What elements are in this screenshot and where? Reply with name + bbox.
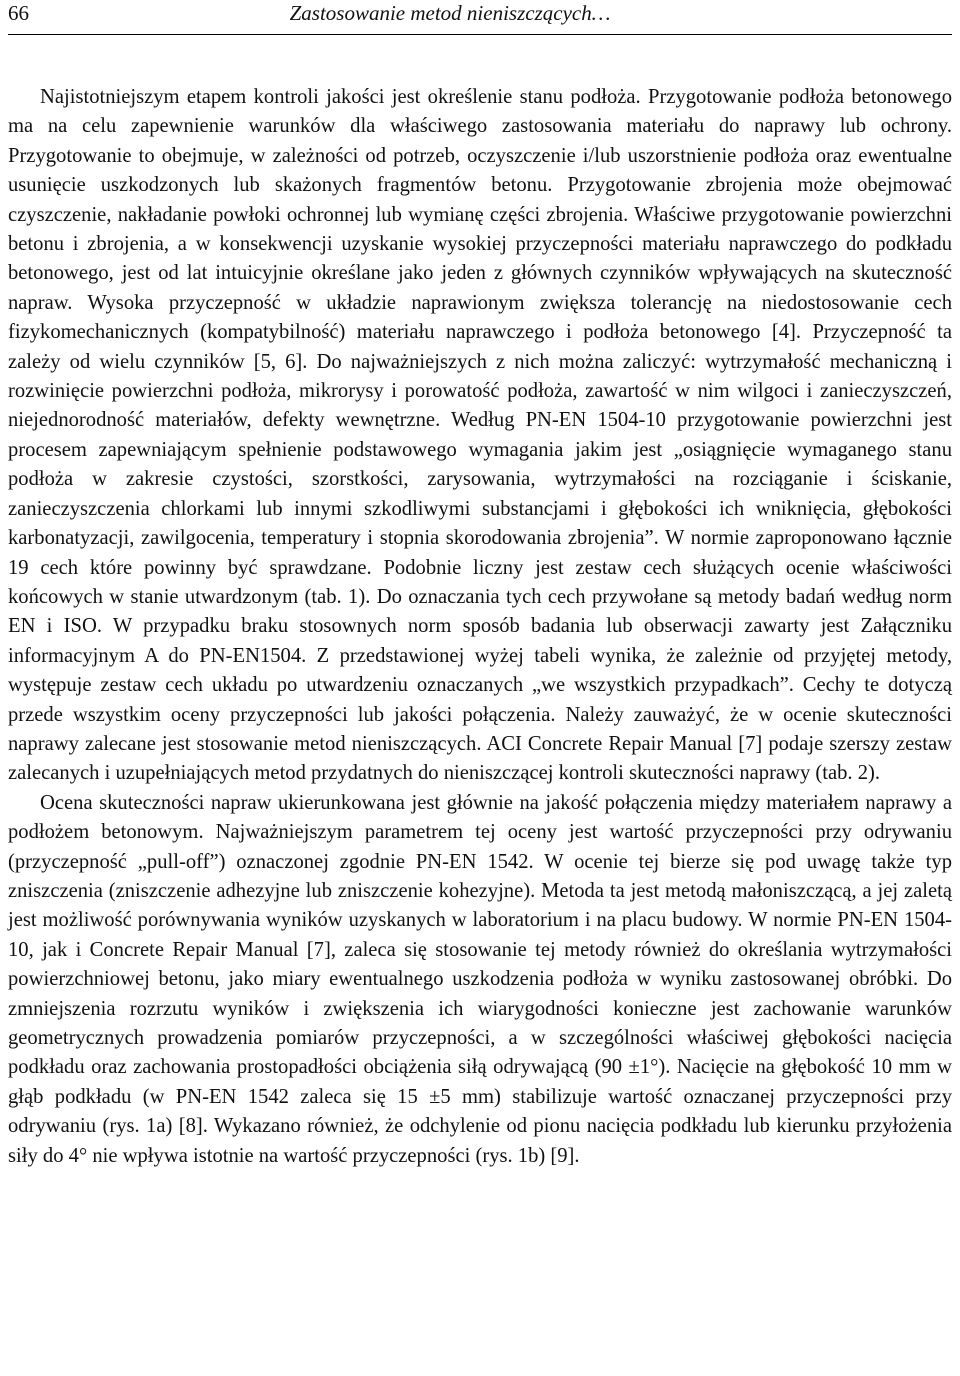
paragraph-2: Ocena skuteczności napraw ukierunkowana jest głównie na jakość połączenia między materiałem naprawy a podłożem betonowym. Najważniejszym parametrem tej oceny jest wartość przyczepności przy odrywaniu (przyczepność „pull-off”) oznaczonej zgodnie PN-EN 1542. W ocenie tej bierze się pod uwagę także typ zniszczenia (zniszczenie adhezyjne lub zniszczenie kohezyjne). Metoda ta jest metodą małoniszczącą, a jej zaletą jest możliwość porównywania wyników uzyskanych w laboratorium i na placu budowy. W normie PN-EN 1504-10, jak i Concrete Repair Manual [7], zaleca się stosowanie tej metody również do określania wytrzymałości powierzchniowej betonu, jako miary ewentualnego uszkodzenia podłoża w wyniku zastosowanej obróbki. Do zmniejszenia rozrzutu wyników i zwiększenia ich wiarygodności konieczne jest zachowanie warunków geometrycznych prowadzenia pomiarów przyczepności, a w szczególności właściwej głębokości nacięcia podkładu oraz zachowania prostopadłości obciążenia siłą odrywającą (90 ±1°). Nacięcie na głębokość 10 mm w głąb podkładu (w PN-EN 1542 zaleca się 15 ±5 mm) stabilizuje wartość oznaczanej przyczepności przy odrywaniu (rys. 1a) [8]. Wykazano również, że odchylenie od pionu nacięcia podkładu lub kierunku przyłożenia siły do 4° nie wpływa istotnie na wartość przyczepności (rys. 1b) [9]. <box>8 791 952 1167</box>
running-title: Zastosowanie metod nieniszczących… <box>289 1 611 25</box>
page-header <box>8 0 952 35</box>
main-text <box>8 83 952 1171</box>
page-number: 66 <box>8 1 29 25</box>
paragraph-1: Najistotniejszym etapem kontroli jakości jest określenie stanu podłoża. Przygotowanie podłoża betonowego ma na celu zapewnienie warunków dla właściwego zastosowania materiału do naprawy lub ochrony. Przygotowanie to obejmuje, w zależności od potrzeb, oczyszczenie i/lub uszorstnienie podłoża oraz ewentualne usunięcie uszkodzonych lub skażonych fragmentów betonu. Przygotowanie zbrojenia może obejmować czyszczenie, nakładanie powłoki ochronnej lub wymianę części zbrojenia. Właściwe przygotowanie powierzchni betonu i zbrojenia, a w konsekwencji uzyskanie wysokiej przyczepności materiału naprawczego do podkładu betonowego, jest od lat intuicyjnie określane jako jeden z głównych czynników wpływających na skuteczność napraw. Wysoka przyczepność w układzie naprawionym zwiększa tolerancję na niedostosowanie cech fizykomechanicznych (kompatybilność) materiału naprawczego i podłoża betonowego [4]. Przyczepność ta zależy od wielu czynników [5, 6]. Do najważniejszych z nich można zaliczyć: wytrzymałość mechaniczną i rozwinięcie powierzchni podłoża, mikrorysy i porowatość podłoża, zawartość w nim wilgoci i zanieczyszczeń, niejednorodność materiałów, defekty wewnętrzne. Według PN-EN 1504-10 przygotowanie powierzchni jest procesem zapewniającym spełnienie podstawowego wymagania jakim jest „osiągnięcie wymaganego stanu podłoża w zakresie czystości, szorstkości, zarysowania, wytrzymałości na rozciąganie i ściskanie, zanieczyszczenia chlorkami lub innymi szkodliwymi substancjami i głębokości ich wniknięcia, głębokości karbonatyzacji, zawilgocenia, temperatury i stopnia skorodowania zbrojenia”. W normie zaproponowano łącznie 19 cech które powinny być sprawdzane. Podobnie liczny jest zestaw cech służących ocenie właściwości końcowych w stanie utwardzonym (tab. 1). Do oznaczania tych cech przywołane są metody badań według norm EN i ISO. W przypadku braku stosownych norm sposób badania lub obserwacji zawarty jest Załączniku informacyjnym A do PN-EN1504. Z przedstawionej wyżej tabeli wynika, że zależnie od przyjętej metody, występuje zestaw cech układu po utwardzeniu oznaczanych „we wszystkich przypadkach”. Cechy te dotyczą przede wszystkim oceny przyczepności lub jakości połączenia. Należy zauważyć, że w ocenie skuteczności naprawy zalecane jest stosowanie metod nieniszczących. ACI Concrete Repair Manual [7] podaje szerszy zestaw zalecanych i uzupełniających metod przydatnych do nieniszczącej kontroli skuteczności naprawy (tab. 2). <box>8 86 952 785</box>
